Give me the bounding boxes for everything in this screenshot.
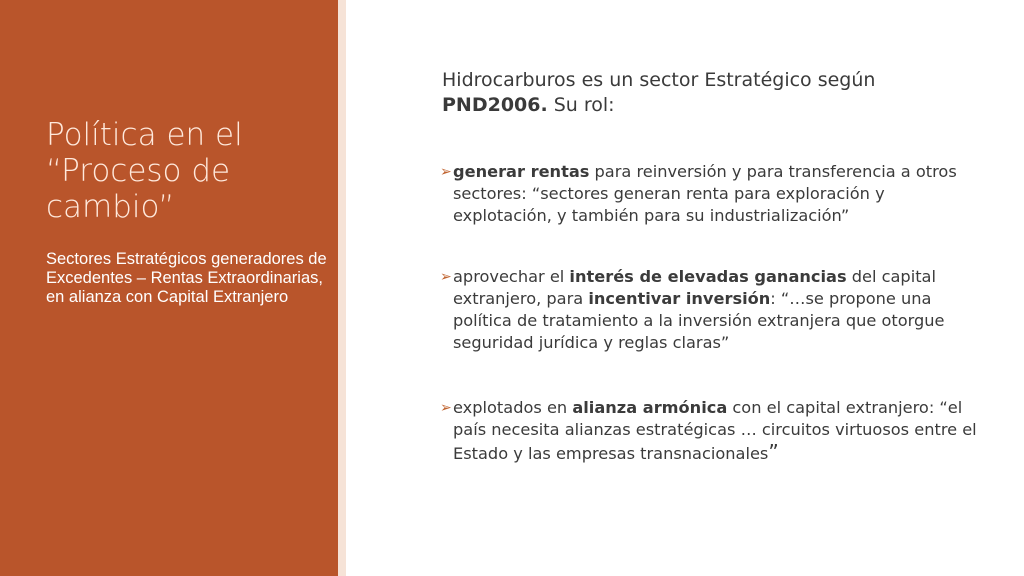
bullet-2-text-a: aprovechar el — [453, 267, 570, 286]
bullet-2-text-c: : “…se propone una política de tratamiento a la inversión extranjera que otorgue seguridad jurídica y reglas claras” — [453, 289, 945, 352]
bullet-3-text-a: explotados en — [453, 398, 573, 417]
bullet-2-text-b: del capital extranjero, para — [453, 267, 936, 308]
bullet-1-bold: generar rentas — [453, 162, 590, 181]
arrow-bullet-icon: ➢ — [440, 400, 452, 416]
bullet-2-bold-a: interés de elevadas ganancias — [569, 267, 847, 286]
bullet-3-closing-quote: ” — [768, 440, 779, 464]
heading-text-end: Su rol: — [547, 94, 615, 116]
heading-text: Hidrocarburos es un sector Estratégico según — [442, 69, 876, 91]
bullet-item-1 — [440, 161, 983, 227]
arrow-bullet-icon: ➢ — [440, 269, 452, 285]
slide-title: Política en el “Proceso de cambio” — [46, 117, 243, 225]
heading-bold: PND2006. — [442, 94, 548, 116]
bullet-3-bold: alianza armónica — [572, 398, 728, 417]
bullet-item-2 — [440, 266, 983, 354]
panel-divider — [338, 0, 346, 576]
bullet-3-text-b: con el capital extranjero: “el país necesita alianzas estratégicas … circuitos virtuosos entre el Estado y las empresas transnacionales — [453, 398, 977, 463]
bullet-2-bold-b: incentivar inversión — [588, 289, 771, 308]
slide-subtitle: Sectores Estratégicos generadores de Excedentes – Rentas Extraordinarias, en alianza con Capital Extranjero — [46, 250, 327, 306]
arrow-bullet-icon: ➢ — [440, 164, 452, 180]
content-heading — [442, 68, 962, 118]
bullet-item-3 — [440, 397, 983, 465]
bullet-1-text: para reinversión y para transferencia a otros sectores: “sectores generan renta para exploración y explotación, y también para su industrialización” — [453, 162, 957, 225]
